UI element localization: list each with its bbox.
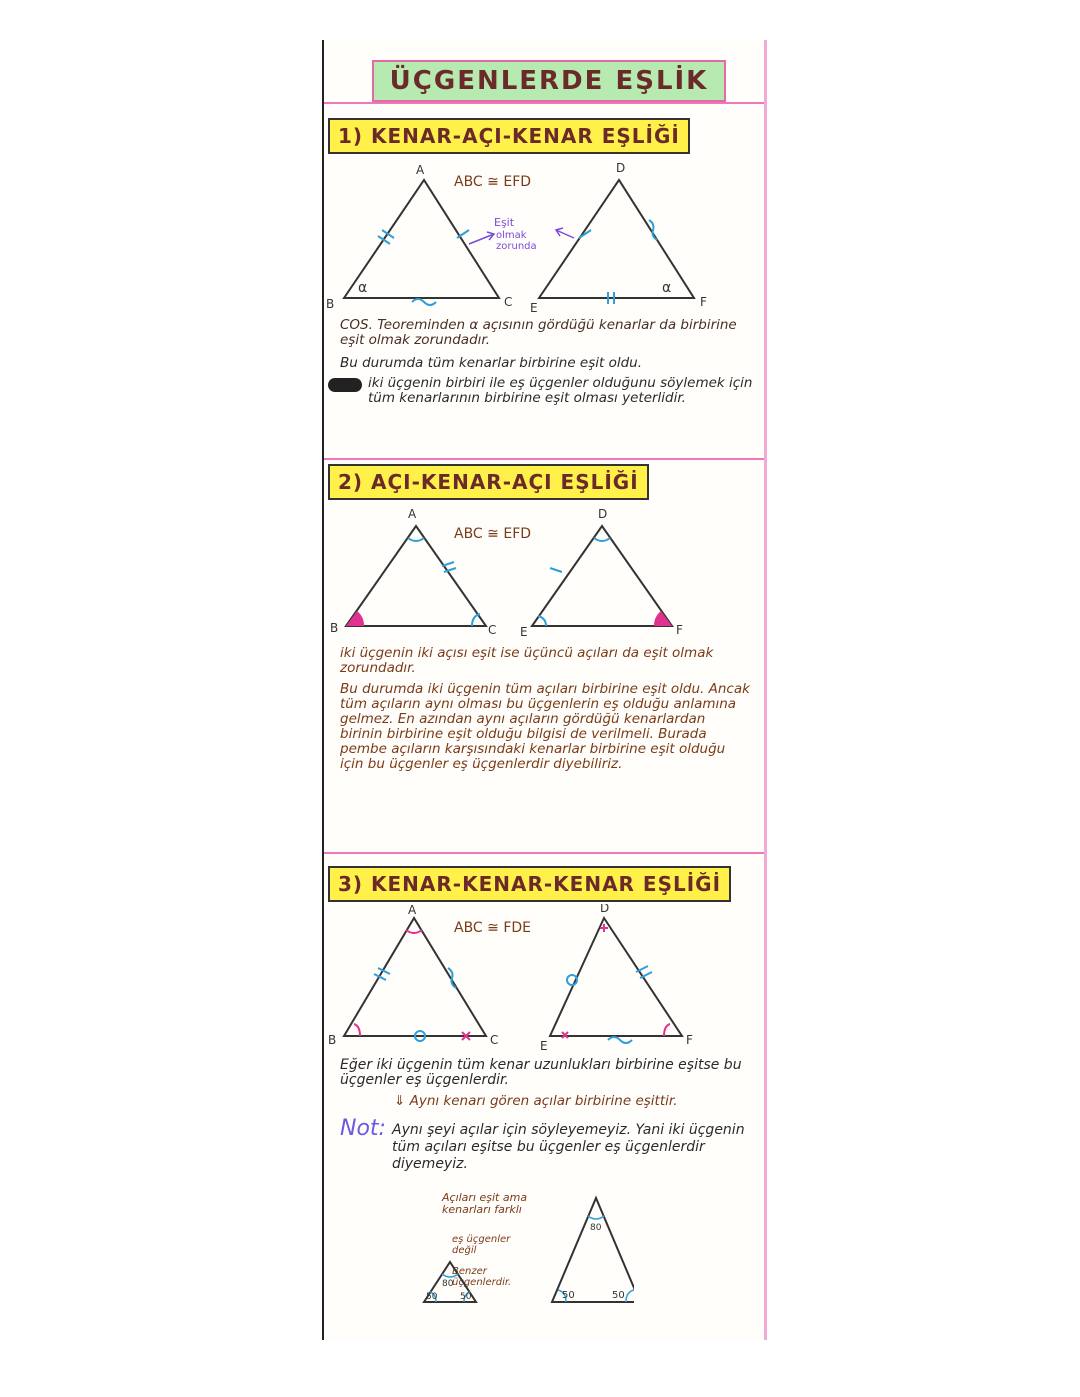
section1-text3: iki üçgenin birbiri ile eş üçgenler olduğunu söylemek için tüm kenarlarının birbirine eşit olması yeterlidir.: [368, 375, 753, 406]
small-top-angle: 80: [442, 1279, 454, 1289]
vertex-c-2: C: [488, 623, 497, 637]
page-title: ÜÇGENLERDE EŞLİK: [372, 60, 726, 102]
congruence-1: ABC ≅ EFD: [454, 174, 532, 190]
vertex-f-3: F: [686, 1033, 693, 1047]
note-label: Not:: [340, 1116, 386, 1141]
vertex-b-3: B: [328, 1033, 337, 1047]
annotation-zorunda: zorunda: [496, 241, 537, 252]
note-text: Aynı şeyi açılar için söyleyemeyiz. Yani iki üçgenin tüm açıları eşitse bu üçgenler eş üçgenlerdir diyemeyiz.: [392, 1122, 745, 1172]
angle-alpha-2: α: [662, 280, 672, 296]
vertex-f: F: [700, 295, 707, 309]
section1-text2: Bu durumda tüm kenarlar birbirine eşit oldu.: [340, 355, 643, 371]
divider: [324, 102, 764, 104]
large-left-angle: 50: [562, 1290, 575, 1301]
notes-page: [322, 40, 767, 1340]
large-triangle: [552, 1198, 634, 1302]
vertex-b: B: [326, 297, 335, 311]
vertex-c-3: C: [490, 1033, 499, 1047]
large-top-angle: 80: [590, 1223, 602, 1233]
angle-alpha-1: α: [358, 280, 368, 296]
large-right-angle: 50: [612, 1290, 625, 1301]
section2-text1: iki üçgenin iki açısı eşit ise üçüncü açıları da eşit olmak zorundadır.: [340, 645, 714, 676]
example-label3: Benzer üçgenlerdir.: [452, 1266, 512, 1288]
section3-diagram: [324, 904, 764, 1054]
small-left-angle: 50: [426, 1292, 438, 1302]
vertex-e: E: [530, 301, 538, 315]
arrow-icon: [328, 378, 362, 392]
vertex-c: C: [504, 295, 513, 309]
wave-mark: [412, 299, 436, 305]
example-diagram: [384, 1190, 634, 1310]
section1-diagram: [324, 158, 764, 318]
example-label1: Açıları eşit ama kenarları farklı: [442, 1191, 528, 1216]
section3-text2: ⇓ Aynı kenarı gören açılar birbirine eşittir.: [394, 1093, 678, 1109]
vertex-a-3: A: [408, 904, 417, 917]
vertex-e-2: E: [520, 625, 528, 639]
annotation-olmak: olmak: [496, 230, 527, 241]
vertex-d: D: [616, 161, 626, 175]
section2-text2: Bu durumda iki üçgenin tüm açıları birbirine eşit oldu. Ancak tüm açıların aynı olması bu üçgenlerin eş olduğu anlamına gelmez. En azından aynı açıların gördüğü kenarlardan birinin birbirine eşit olduğu bilgisi de verilmeli. Burada pembe açıların karşısındaki kenarlar birbirine eşit olduğu için bu üçgenler eş üçgenlerdir diyebiliriz.: [340, 681, 750, 772]
vertex-d-3: D: [600, 904, 610, 915]
vertex-f-2: F: [676, 623, 683, 637]
congruence-2: ABC ≅ EFD: [454, 526, 532, 542]
example-label2: eş üçgenler değil: [452, 1234, 511, 1256]
triangle-abc: [344, 180, 499, 298]
vertex-a-2: A: [408, 507, 417, 521]
congruence-3: ABC ≅ FDE: [454, 920, 532, 936]
vertex-d-2: D: [598, 507, 608, 521]
section3-header: 3) KENAR-KENAR-KENAR EŞLİĞİ: [328, 866, 731, 902]
vertex-e-3: E: [540, 1039, 548, 1053]
section2-diagram: [324, 502, 764, 642]
section2-header: 2) AÇI-KENAR-AÇI EŞLİĞİ: [328, 464, 649, 500]
small-right-angle: 50: [460, 1292, 472, 1302]
vertex-b-2: B: [330, 621, 339, 635]
section1-text1: COS. Teoreminden α açısının gördüğü kenarlar da birbirine eşit olmak zorundadır.: [340, 317, 737, 348]
vertex-a: A: [416, 163, 425, 177]
triangle-fde-3: [550, 918, 682, 1036]
annotation-esit: Eşit: [494, 216, 515, 229]
section1-header: 1) KENAR-AÇI-KENAR EŞLİĞİ: [328, 118, 690, 154]
section3-text1: Eğer iki üçgenin tüm kenar uzunlukları birbirine eşitse bu üçgenler eş üçgenlerdir.: [340, 1057, 742, 1088]
